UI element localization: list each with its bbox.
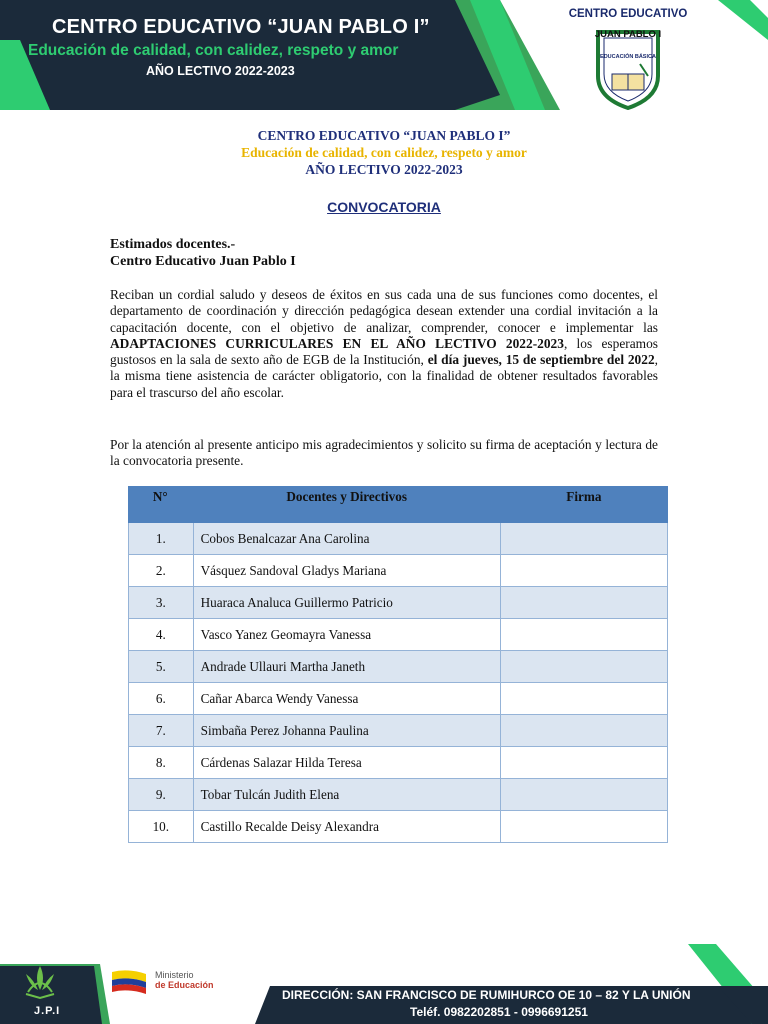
table-row (129, 811, 668, 843)
paragraph-invitation (110, 287, 658, 401)
signature-cell[interactable] (500, 587, 667, 619)
ministry-line-2: de Educación (155, 980, 214, 990)
row-name: Cobos Benalcazar Ana Carolina (193, 523, 500, 555)
doc-year: AÑO LECTIVO 2022-2023 (305, 162, 463, 177)
row-number: 4. (129, 619, 194, 651)
row-name: Tobar Tulcán Judith Elena (193, 779, 500, 811)
logo-edu-text: EDUCACIÓN BÁSICA (600, 54, 656, 60)
header-school-year: AÑO LECTIVO 2022-2023 (146, 64, 295, 78)
row-number: 3. (129, 587, 194, 619)
greeting-line-1: Estimados docentes.- (110, 237, 236, 252)
p1-part-a: Reciban un cordial saludo y deseos de éxitos en sus cada una de sus funciones como docentes, el departamento de coordinación y dirección pedagógica desean extender una cordial invitación a la capacitación docente, con el objetivo de analizar, comprender, conocer e implementar las (110, 287, 658, 335)
row-number: 6. (129, 683, 194, 715)
signature-cell[interactable] (500, 811, 667, 843)
table-row (129, 715, 668, 747)
header-school-name: CENTRO EDUCATIVO “JUAN PABLO I” (52, 16, 430, 38)
logo-sub-text: JUAN PABLO I (594, 29, 662, 40)
row-number: 9. (129, 779, 194, 811)
p1-part-e: , la misma tiene asistencia de carácter obligatorio, con la finalidad de obtener resultados favorables para el trascurso del año escolar. (110, 352, 659, 400)
signature-cell[interactable] (500, 779, 667, 811)
table-row (129, 523, 668, 555)
row-name: Huaraca Analuca Guillermo Patricio (193, 587, 500, 619)
row-name: Cárdenas Salazar Hilda Teresa (193, 747, 500, 779)
p1-part-c: , los esperamos gustosos en la sala de sexto año de EGB de la Institución, (110, 335, 658, 368)
table-header-row (129, 487, 668, 523)
greeting (110, 236, 296, 270)
row-number: 10. (129, 811, 194, 843)
col-header-number: N° (129, 487, 194, 523)
row-number: 2. (129, 555, 194, 587)
signature-cell[interactable] (500, 715, 667, 747)
p1-part-b: ADAPTACIONES CURRICULARES EN EL AÑO LECTIVO 2022-2023 (110, 335, 564, 351)
row-name: Simbaña Perez Johanna Paulina (193, 715, 500, 747)
greeting-line-2: Centro Educativo Juan Pablo I (110, 254, 296, 269)
row-number: 1. (129, 523, 194, 555)
letterhead-footer (0, 944, 768, 1024)
footer-address: DIRECCIÓN: SAN FRANCISCO DE RUMIHURCO OE 10 – 82 Y LA UNIÓN (282, 988, 691, 1002)
row-name: Cañar Abarca Wendy Vanessa (193, 683, 500, 715)
table-row (129, 587, 668, 619)
row-number: 7. (129, 715, 194, 747)
table-row (129, 683, 668, 715)
signature-cell[interactable] (500, 747, 667, 779)
ministry-logo-text (155, 970, 214, 990)
table-row (129, 619, 668, 651)
table-row (129, 651, 668, 683)
doc-heading: CONVOCATORIA (327, 199, 441, 215)
row-number: 8. (129, 747, 194, 779)
footer-jpi-label: J.P.I (34, 1005, 61, 1017)
table-row (129, 779, 668, 811)
signature-cell[interactable] (500, 555, 667, 587)
row-name: Vasco Yanez Geomayra Vanessa (193, 619, 500, 651)
attendance-table (128, 486, 668, 843)
letterhead-header (0, 0, 768, 110)
row-name: Vásquez Sandoval Gladys Mariana (193, 555, 500, 587)
row-name: Andrade Ullauri Martha Janeth (193, 651, 500, 683)
signature-cell[interactable] (500, 523, 667, 555)
footer-phone: Teléf. 0982202851 - 0996691251 (410, 1005, 588, 1019)
signature-cell[interactable] (500, 651, 667, 683)
col-header-name: Docentes y Directivos (193, 487, 500, 523)
signature-cell[interactable] (500, 619, 667, 651)
row-name: Castillo Recalde Deisy Alexandra (193, 811, 500, 843)
ministry-line-1: Ministerio (155, 970, 194, 980)
paragraph-closing: Por la atención al presente anticipo mis agradecimientos y solicito su firma de aceptación y lectura de la convocatoria presente. (110, 437, 658, 469)
doc-motto: Educación de calidad, con calidez, respeto y amor (241, 145, 527, 160)
col-header-signature: Firma (500, 487, 667, 523)
ministry-flag-icon (112, 970, 146, 994)
footer-banner-shape (0, 944, 768, 1024)
header-motto: Educación de calidad, con calidez, respeto y amor (28, 42, 399, 59)
signature-cell[interactable] (500, 683, 667, 715)
logo-top-text: CENTRO EDUCATIVO (568, 8, 688, 20)
school-logo (568, 6, 688, 110)
doc-school-name: CENTRO EDUCATIVO “JUAN PABLO I” (257, 128, 511, 143)
p1-part-d: el día jueves, 15 de septiembre del 2022 (427, 352, 655, 368)
table-row (129, 555, 668, 587)
row-number: 5. (129, 651, 194, 683)
table-row (129, 747, 668, 779)
